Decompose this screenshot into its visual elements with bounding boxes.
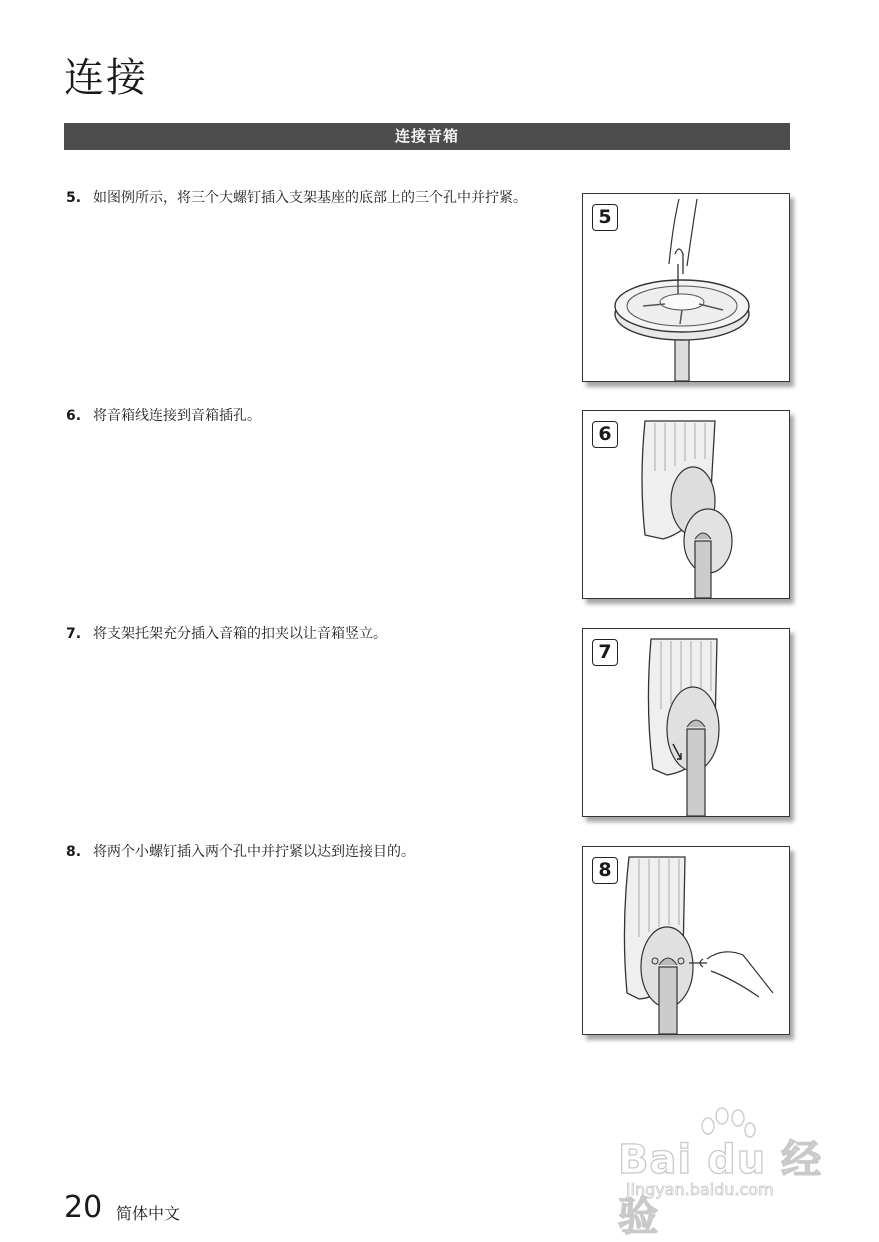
step-number: 5. [66, 190, 82, 206]
step-number: 6. [66, 408, 82, 424]
section-header: 连接音箱 [64, 123, 790, 150]
figure-6-speaker-wire [582, 410, 790, 599]
step-text: 将两个小螺钉插入两个孔中并拧紧以达到连接目的。 [93, 844, 415, 860]
step-number: 7. [66, 626, 82, 642]
step-6 [66, 406, 556, 427]
page-title: 连接 [64, 55, 148, 101]
step-5 [66, 188, 556, 209]
step-text: 如图例所示，将三个大螺钉插入支架基座的底部上的三个孔中并拧紧。 [93, 190, 527, 206]
watermark-logo-text: Bai du 经验 [618, 1137, 823, 1240]
figure-7-insert-bracket [582, 628, 790, 817]
page-number: 20 [64, 1190, 103, 1225]
figure-5-stand-base-screws [582, 193, 790, 382]
step-number: 8. [66, 844, 82, 860]
figure-8-tighten-screws [582, 846, 790, 1035]
figure-label: 8 [592, 857, 618, 884]
language-label: 简体中文 [116, 1204, 181, 1223]
figure-label: 6 [592, 421, 618, 448]
step-text: 将音箱线连接到音箱插孔。 [93, 408, 261, 424]
figure-label: 5 [592, 204, 618, 231]
watermark-url: jingyan.baidu.com [626, 1180, 774, 1199]
figure-label: 7 [592, 639, 618, 666]
step-text: 将支架托架充分插入音箱的扣夹以让音箱竖立。 [93, 626, 387, 642]
step-8 [66, 842, 556, 863]
step-7 [66, 624, 556, 645]
baidu-jingyan-watermark [618, 1106, 833, 1240]
